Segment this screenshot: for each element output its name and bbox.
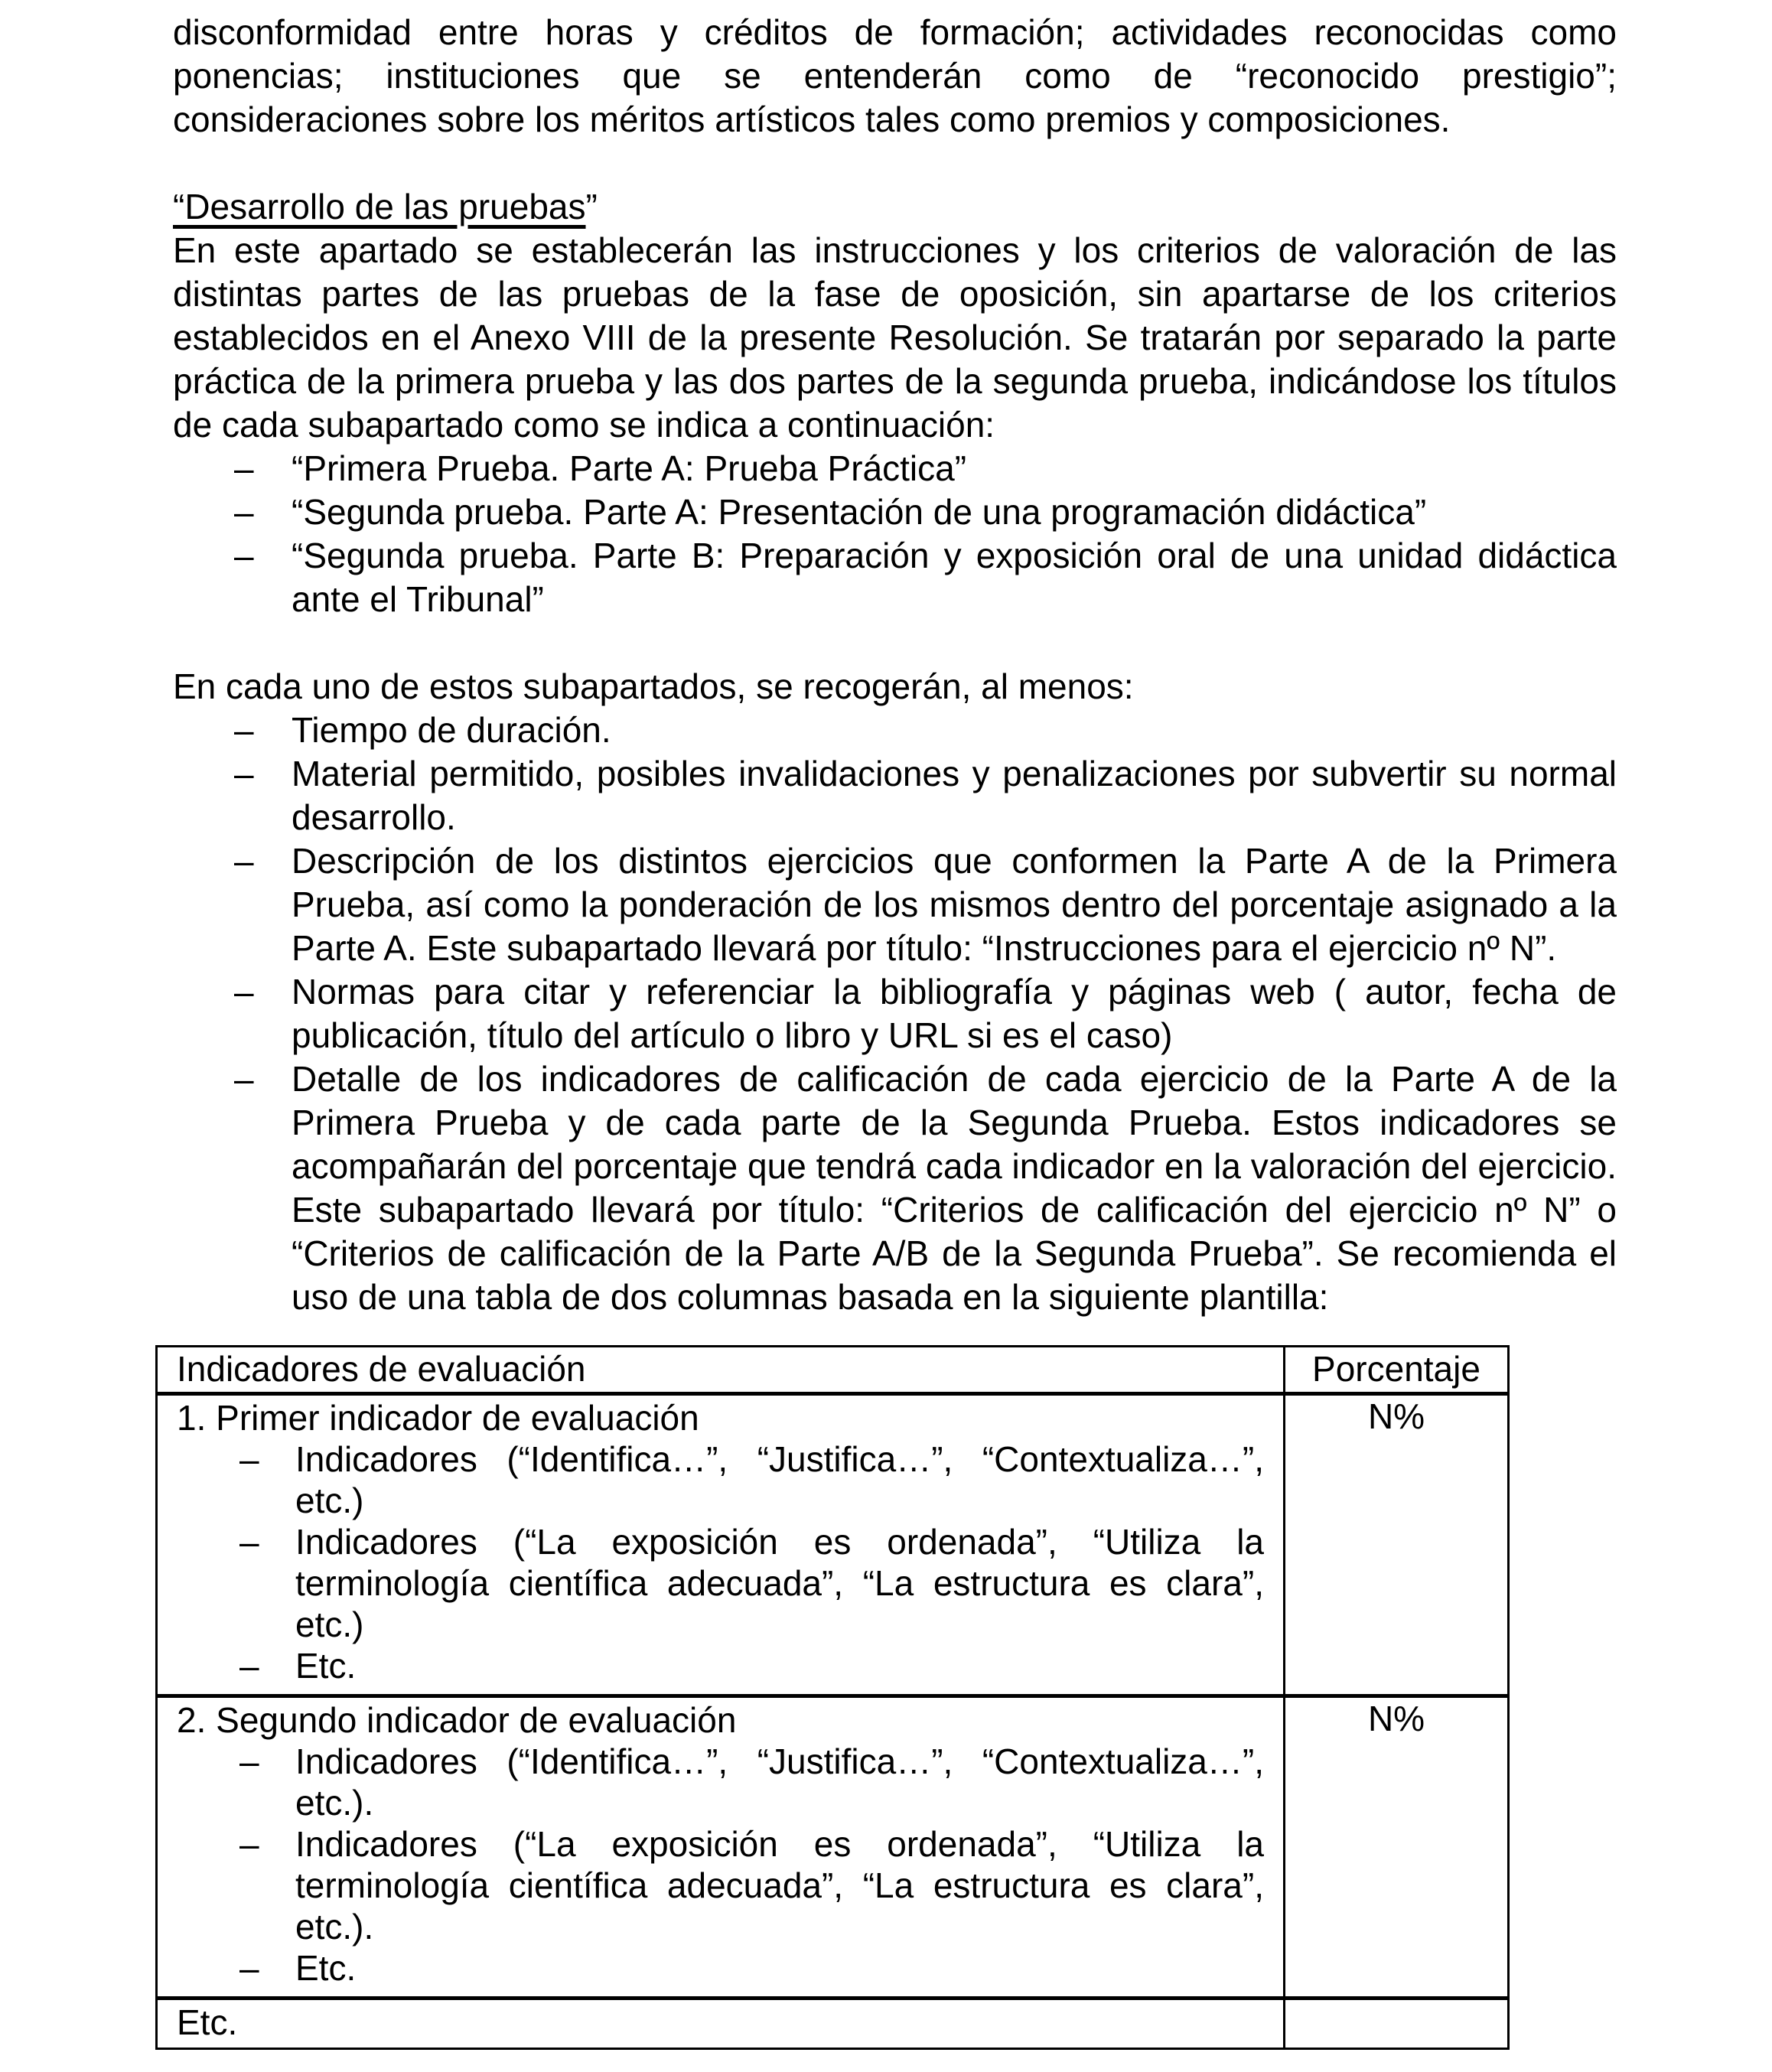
list-item-text: Material permitido, posibles invalidaciones y penalizaciones por subvertir su normal desarrollo.: [292, 754, 1617, 837]
dash-bullet: –: [239, 1646, 259, 1686]
list-item: [173, 752, 1617, 839]
indicator-bullet: [177, 1521, 1264, 1645]
list-item-text: “Segunda prueba. Parte B: Preparación y exposición oral de una unidad didáctica ante el Tribunal”: [292, 536, 1617, 619]
list-item: [173, 447, 1617, 490]
indicator-cell: Etc.: [157, 1999, 1285, 2049]
list-item-text: Tiempo de duración.: [292, 710, 611, 750]
test-titles-list: [173, 447, 1617, 621]
requirements-paragraph: En cada uno de estos subapartados, se recogerán, al menos:: [173, 666, 1134, 706]
percentage-cell: N%: [1285, 1394, 1509, 1696]
list-item: [173, 839, 1617, 970]
indicator-bullet-text: Etc.: [295, 1948, 357, 1988]
dash-bullet: –: [234, 841, 254, 881]
indicator-bullet-text: Indicadores (“La exposición es ordenada”, “Utiliza la terminología científica adecuada”, “La estructura es clara”, etc.): [295, 1522, 1264, 1644]
percentage-cell: N%: [1285, 1696, 1509, 1999]
dash-bullet: –: [234, 492, 254, 532]
list-item: [173, 970, 1617, 1057]
evaluation-template-table: [155, 1345, 1510, 2050]
dash-bullet: –: [234, 972, 254, 1012]
indicator-bullet-text: Indicadores (“La exposición es ordenada”, “Utiliza la terminología científica adecuada”, “La estructura es clara”, etc.).: [295, 1824, 1264, 1947]
table-header-row: [157, 1347, 1509, 1394]
indicator-cell: [157, 1696, 1285, 1999]
indicator-title: 2. Segundo indicador de evaluación: [177, 1700, 737, 1740]
percentage-cell: [1285, 1999, 1509, 2049]
dash-bullet: –: [234, 448, 254, 488]
section-heading: [173, 185, 1617, 229]
list-item-text: Normas para citar y referenciar la bibliografía y páginas web ( autor, fecha de publicación, título del artículo o libro y URL si es el caso): [292, 972, 1617, 1055]
indicator-bullet-text: Indicadores (“Identifica…”, “Justifica…”, “Contextualiza…”, etc.).: [295, 1741, 1264, 1823]
blank-line: [173, 142, 1617, 185]
table-row: [157, 1999, 1509, 2049]
dash-bullet: –: [234, 710, 254, 750]
intro-paragraph: disconformidad entre horas y créditos de formación; actividades reconocidas como ponencias; instituciones que se entenderán como de “reconocido prestigio”; consideraciones sobre los méritos artísticos tales como premios y composiciones.: [173, 12, 1617, 139]
indicator-bullet: [177, 1823, 1264, 1947]
requirements-list: [173, 709, 1617, 1319]
dash-bullet: –: [239, 1522, 259, 1562]
list-item: [173, 534, 1617, 621]
list-item-text: Descripción de los distintos ejercicios que conformen la Parte A de la Primera Prueba, así como la ponderación de los mismos dentro del porcentaje asignado a la Parte A. Este subapartado llevará por título: “Instrucciones para el ejercicio nº N”.: [292, 841, 1617, 968]
indicator-title: 1. Primer indicador de evaluación: [177, 1398, 699, 1438]
list-item: [173, 709, 1617, 752]
list-item-text: “Primera Prueba. Parte A: Prueba Práctica”: [292, 448, 967, 488]
dash-bullet: –: [234, 1059, 254, 1099]
blank-line: [173, 621, 1617, 665]
dash-bullet: –: [239, 1948, 259, 1988]
list-item-text: “Segunda prueba. Parte A: Presentación de una programación didáctica”: [292, 492, 1427, 532]
indicator-bullet: [177, 1947, 1264, 1989]
table-row: [157, 1696, 1509, 1999]
list-item: [173, 1057, 1617, 1319]
indicators-column-header: Indicadores de evaluación: [157, 1347, 1285, 1394]
section-heading-text: “Desarrollo de las pruebas: [173, 187, 586, 226]
indicator-cell: [157, 1394, 1285, 1696]
dash-bullet: –: [234, 536, 254, 575]
percentage-column-header: Porcentaje: [1285, 1347, 1509, 1394]
indicator-bullet-text: Indicadores (“Identifica…”, “Justifica…”, “Contextualiza…”, etc.): [295, 1439, 1264, 1520]
list-item: [173, 490, 1617, 534]
indicator-bullet: [177, 1645, 1264, 1686]
dash-bullet: –: [234, 754, 254, 793]
table-row: [157, 1394, 1509, 1696]
dash-bullet: –: [239, 1439, 259, 1479]
indicator-bullet: [177, 1438, 1264, 1521]
section-heading-close-quote: ”: [585, 187, 598, 226]
indicator-bullet-text: Etc.: [295, 1646, 357, 1686]
list-item-text: Detalle de los indicadores de calificación de cada ejercicio de la Parte A de la Primera Prueba y de cada parte de la Segunda Prueba. Estos indicadores se acompañarán del porcentaje que tendrá cada indicador en la valoración del ejercicio. Este subapartado llevará por título: “Criterios de calificación del ejercicio nº N” o “Criterios de calificación de la Parte A/B de la Segunda Prueba”. Se recomienda el uso de una tabla de dos columnas basada en la siguiente plantilla:: [292, 1059, 1617, 1317]
dash-bullet: –: [239, 1741, 259, 1781]
indicator-bullet: [177, 1741, 1264, 1823]
section-paragraph: En este apartado se establecerán las instrucciones y los criterios de valoración de las distintas partes de las pruebas de la fase de oposición, sin apartarse de los criterios establecidos en el Anexo VIII de la presente Resolución. Se tratarán por separado la parte práctica de la primera prueba y las dos partes de la segunda prueba, indicándose los títulos de cada subapartado como se indica a continuación:: [173, 230, 1617, 445]
dash-bullet: –: [239, 1824, 259, 1864]
